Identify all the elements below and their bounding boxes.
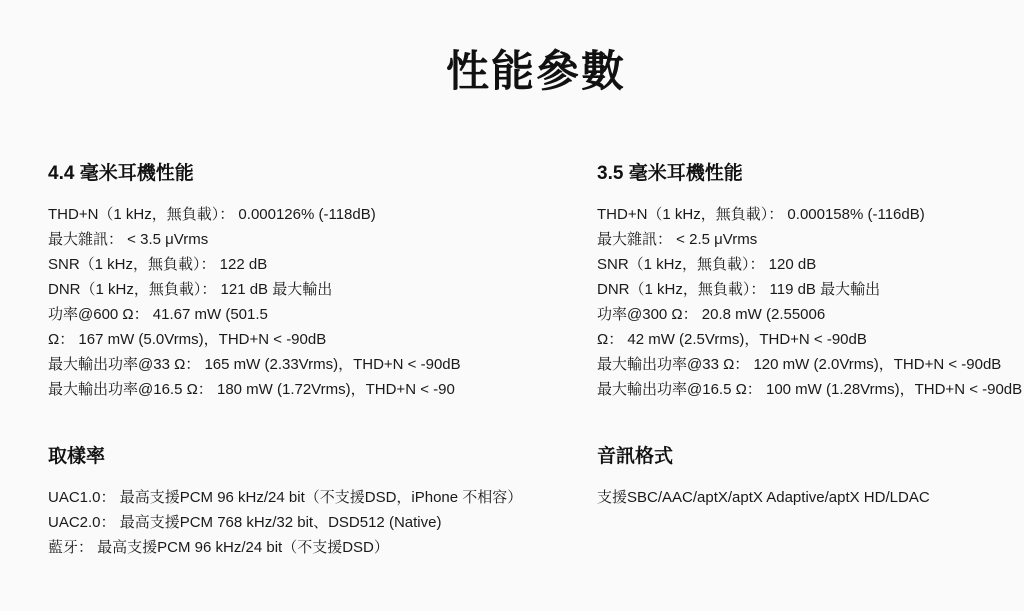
spec-line-codecs: 支援SBC/AAC/aptX/aptX Adaptive/aptX HD/LDAC [597, 489, 930, 506]
section-sampling-rate [48, 446, 597, 560]
spec-grid [48, 163, 1024, 560]
spec-line-power-600ohm: 功率@600 Ω： 41.67 mW (501.5 [48, 306, 268, 323]
spec-line-thdn: THD+N（1 kHz，無負載）： 0.000158% (-116dB) [597, 206, 925, 223]
spec-line-max-power-33ohm: 最大輸出功率@33 Ω： 120 mW (2.0Vrms)，THD+N < -90dB [597, 356, 1002, 373]
spec-line-thdn: THD+N（1 kHz，無負載）： 0.000126% (-118dB) [48, 206, 376, 223]
spec-line-max-noise: 最大雜訊： < 3.5 μVrms [48, 231, 209, 248]
section-heading-4-4mm: 4.4 毫米耳機性能 [48, 163, 194, 184]
spec-line-max-noise: 最大雜訊： < 2.5 μVrms [597, 231, 758, 248]
spec-line-uac1: UAC1.0： 最高支援PCM 96 kHz/24 bit（不支援DSD，iPhone 不相容） [48, 489, 523, 506]
section-heading-3-5mm: 3.5 毫米耳機性能 [597, 163, 743, 184]
spec-line-power-cont: Ω： 167 mW (5.0Vrms)，THD+N < -90dB [48, 331, 327, 348]
spec-line-max-power-16-5ohm: 最大輸出功率@16.5 Ω： 100 mW (1.28Vrms)，THD+N < -90dB [597, 381, 1023, 398]
spec-line-snr: SNR（1 kHz，無負載）： 122 dB [48, 256, 268, 273]
section-audio-format [597, 446, 1024, 560]
spec-line-uac2: UAC2.0： 最高支援PCM 768 kHz/32 bit、DSD512 (Native) [48, 514, 442, 531]
section-3-5mm-headphone-performance [597, 163, 1024, 402]
spec-line-snr: SNR（1 kHz，無負載）： 120 dB [597, 256, 817, 273]
section-heading-sampling-rate: 取樣率 [48, 446, 106, 467]
page-title: 性能參數 [446, 48, 626, 96]
spec-line-dnr: DNR（1 kHz，無負載）： 121 dB 最大輸出 [48, 281, 333, 298]
spec-line-max-power-16-5ohm: 最大輸出功率@16.5 Ω： 180 mW (1.72Vrms)，THD+N < -90 [48, 381, 455, 398]
section-4-4mm-headphone-performance [48, 163, 597, 402]
spec-line-power-300ohm: 功率@300 Ω： 20.8 mW (2.55006 [597, 306, 826, 323]
spec-line-power-cont: Ω： 42 mW (2.5Vrms)，THD+N < -90dB [597, 331, 867, 348]
section-heading-audio-format: 音訊格式 [597, 446, 674, 467]
spec-line-bluetooth: 藍牙： 最高支援PCM 96 kHz/24 bit（不支援DSD） [48, 539, 389, 556]
spec-line-max-power-33ohm: 最大輸出功率@33 Ω： 165 mW (2.33Vrms)，THD+N < -90dB [48, 356, 461, 373]
spec-line-dnr: DNR（1 kHz，無負載）： 119 dB 最大輸出 [597, 281, 881, 298]
